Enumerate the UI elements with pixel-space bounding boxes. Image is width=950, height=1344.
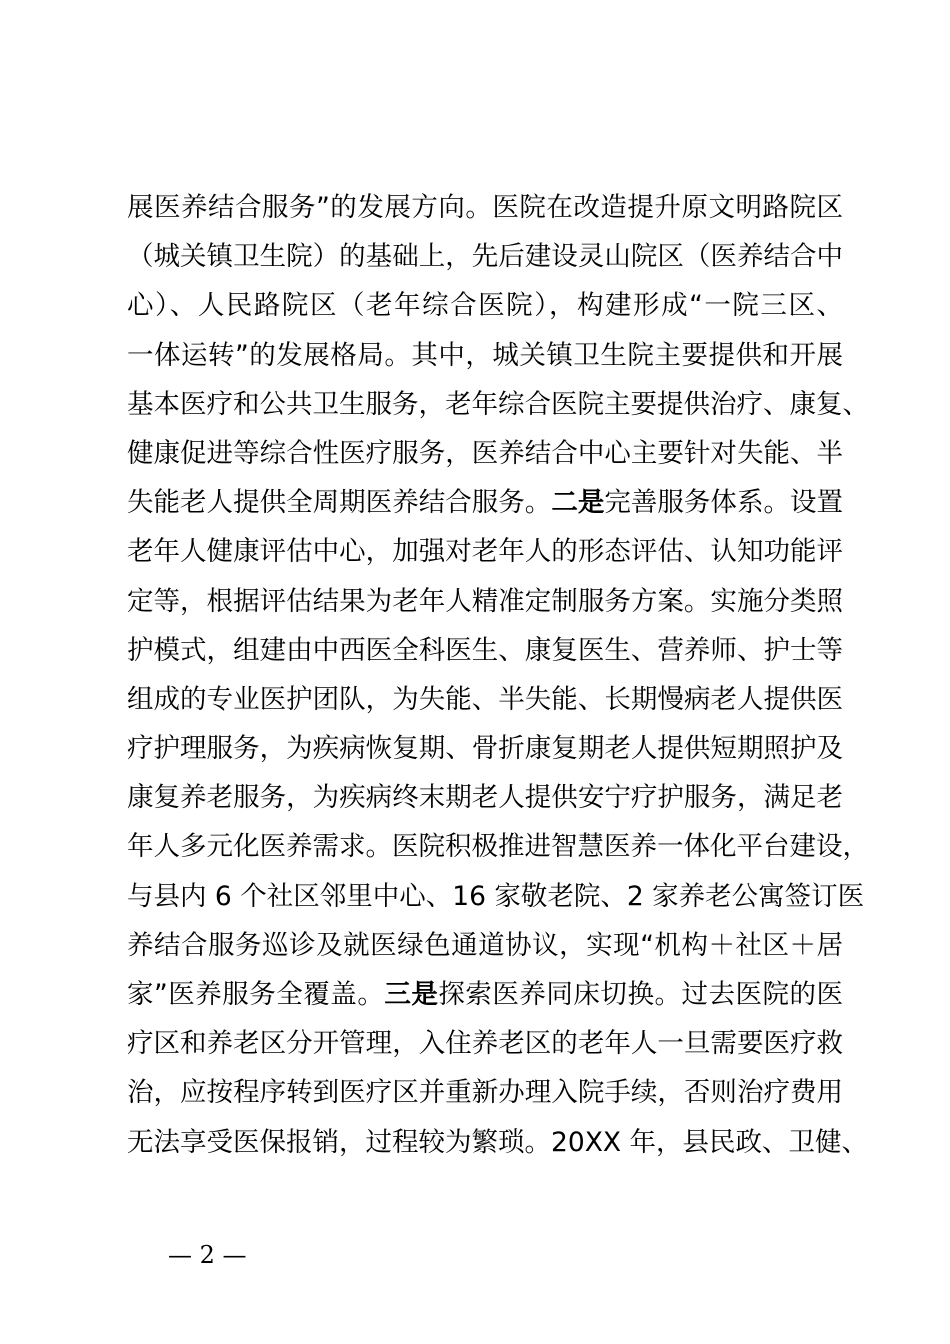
text-line: （城关镇卫生院）的基础上，先后建设灵山院区（医养结合中 bbox=[127, 241, 843, 273]
text-line: 心）、人民路院区（老年综合医院），构建形成“一院三区、 bbox=[127, 290, 843, 322]
text-line: 展医养结合服务”的发展方向。医院在改造提升原文明路院区 bbox=[127, 192, 843, 223]
text-line: 养结合服务巡诊及就医绿色通道协议，实现“机构＋社区＋居 bbox=[127, 929, 843, 961]
text-line bbox=[127, 478, 843, 527]
text-line: 康复养老服务，为疾病终末期老人提供安宁疗护服务，满足老 bbox=[127, 782, 843, 814]
text-line: 定等，根据评估结果为老年人精准定制服务方案。实施分类照 bbox=[127, 585, 843, 617]
text-line: 组成的专业医护团队，为失能、半失能、长期慢病老人提供医 bbox=[127, 683, 843, 715]
body-paragraph bbox=[127, 183, 869, 1167]
text-line: 健康促进等综合性医疗服务，医养结合中心主要针对失能、半 bbox=[127, 437, 843, 469]
text-segment: 完善服务体系。设置 bbox=[604, 487, 844, 519]
text-line: 治，应按程序转到医疗区并重新办理入院手续，否则治疗费用 bbox=[127, 1077, 843, 1109]
text-line: 年人多元化医养需求。医院积极推进智慧医养一体化平台建设， bbox=[127, 831, 869, 863]
text-line bbox=[127, 970, 843, 1019]
text-line: 疗护理服务，为疾病恢复期、骨折康复期老人提供短期照护及 bbox=[127, 733, 843, 765]
text-line: 一体运转”的发展格局。其中，城关镇卫生院主要提供和开展 bbox=[127, 339, 843, 371]
page-number: — 2 — bbox=[168, 1241, 247, 1269]
text-line: 与县内 6 个社区邻里中心、16 家敬老院、2 家养老公寓签订医 bbox=[127, 880, 865, 912]
text-segment: 家”医养服务全覆盖。 bbox=[127, 979, 385, 1010]
bold-marker: 三是 bbox=[384, 979, 439, 1010]
text-segment: 探索医养同床切换。过去医院的医 bbox=[438, 979, 844, 1010]
text-line: 老年人健康评估中心，加强对老年人的形态评估、认知功能评 bbox=[127, 536, 843, 568]
text-segment: 失能老人提供全周期医养结合服务。 bbox=[127, 487, 552, 519]
text-line: 护模式，组建由中西医全科医生、康复医生、营养师、护士等 bbox=[127, 634, 843, 666]
text-line: 无法享受医保报销，过程较为繁琐。20XX 年，县民政、卫健、 bbox=[127, 1126, 868, 1158]
bold-marker: 二是 bbox=[551, 487, 605, 519]
text-line: 基本医疗和公共卫生服务，老年综合医院主要提供治疗、康复、 bbox=[127, 388, 869, 420]
text-line: 疗区和养老区分开管理，入住养老区的老年人一旦需要医疗救 bbox=[127, 1028, 843, 1060]
